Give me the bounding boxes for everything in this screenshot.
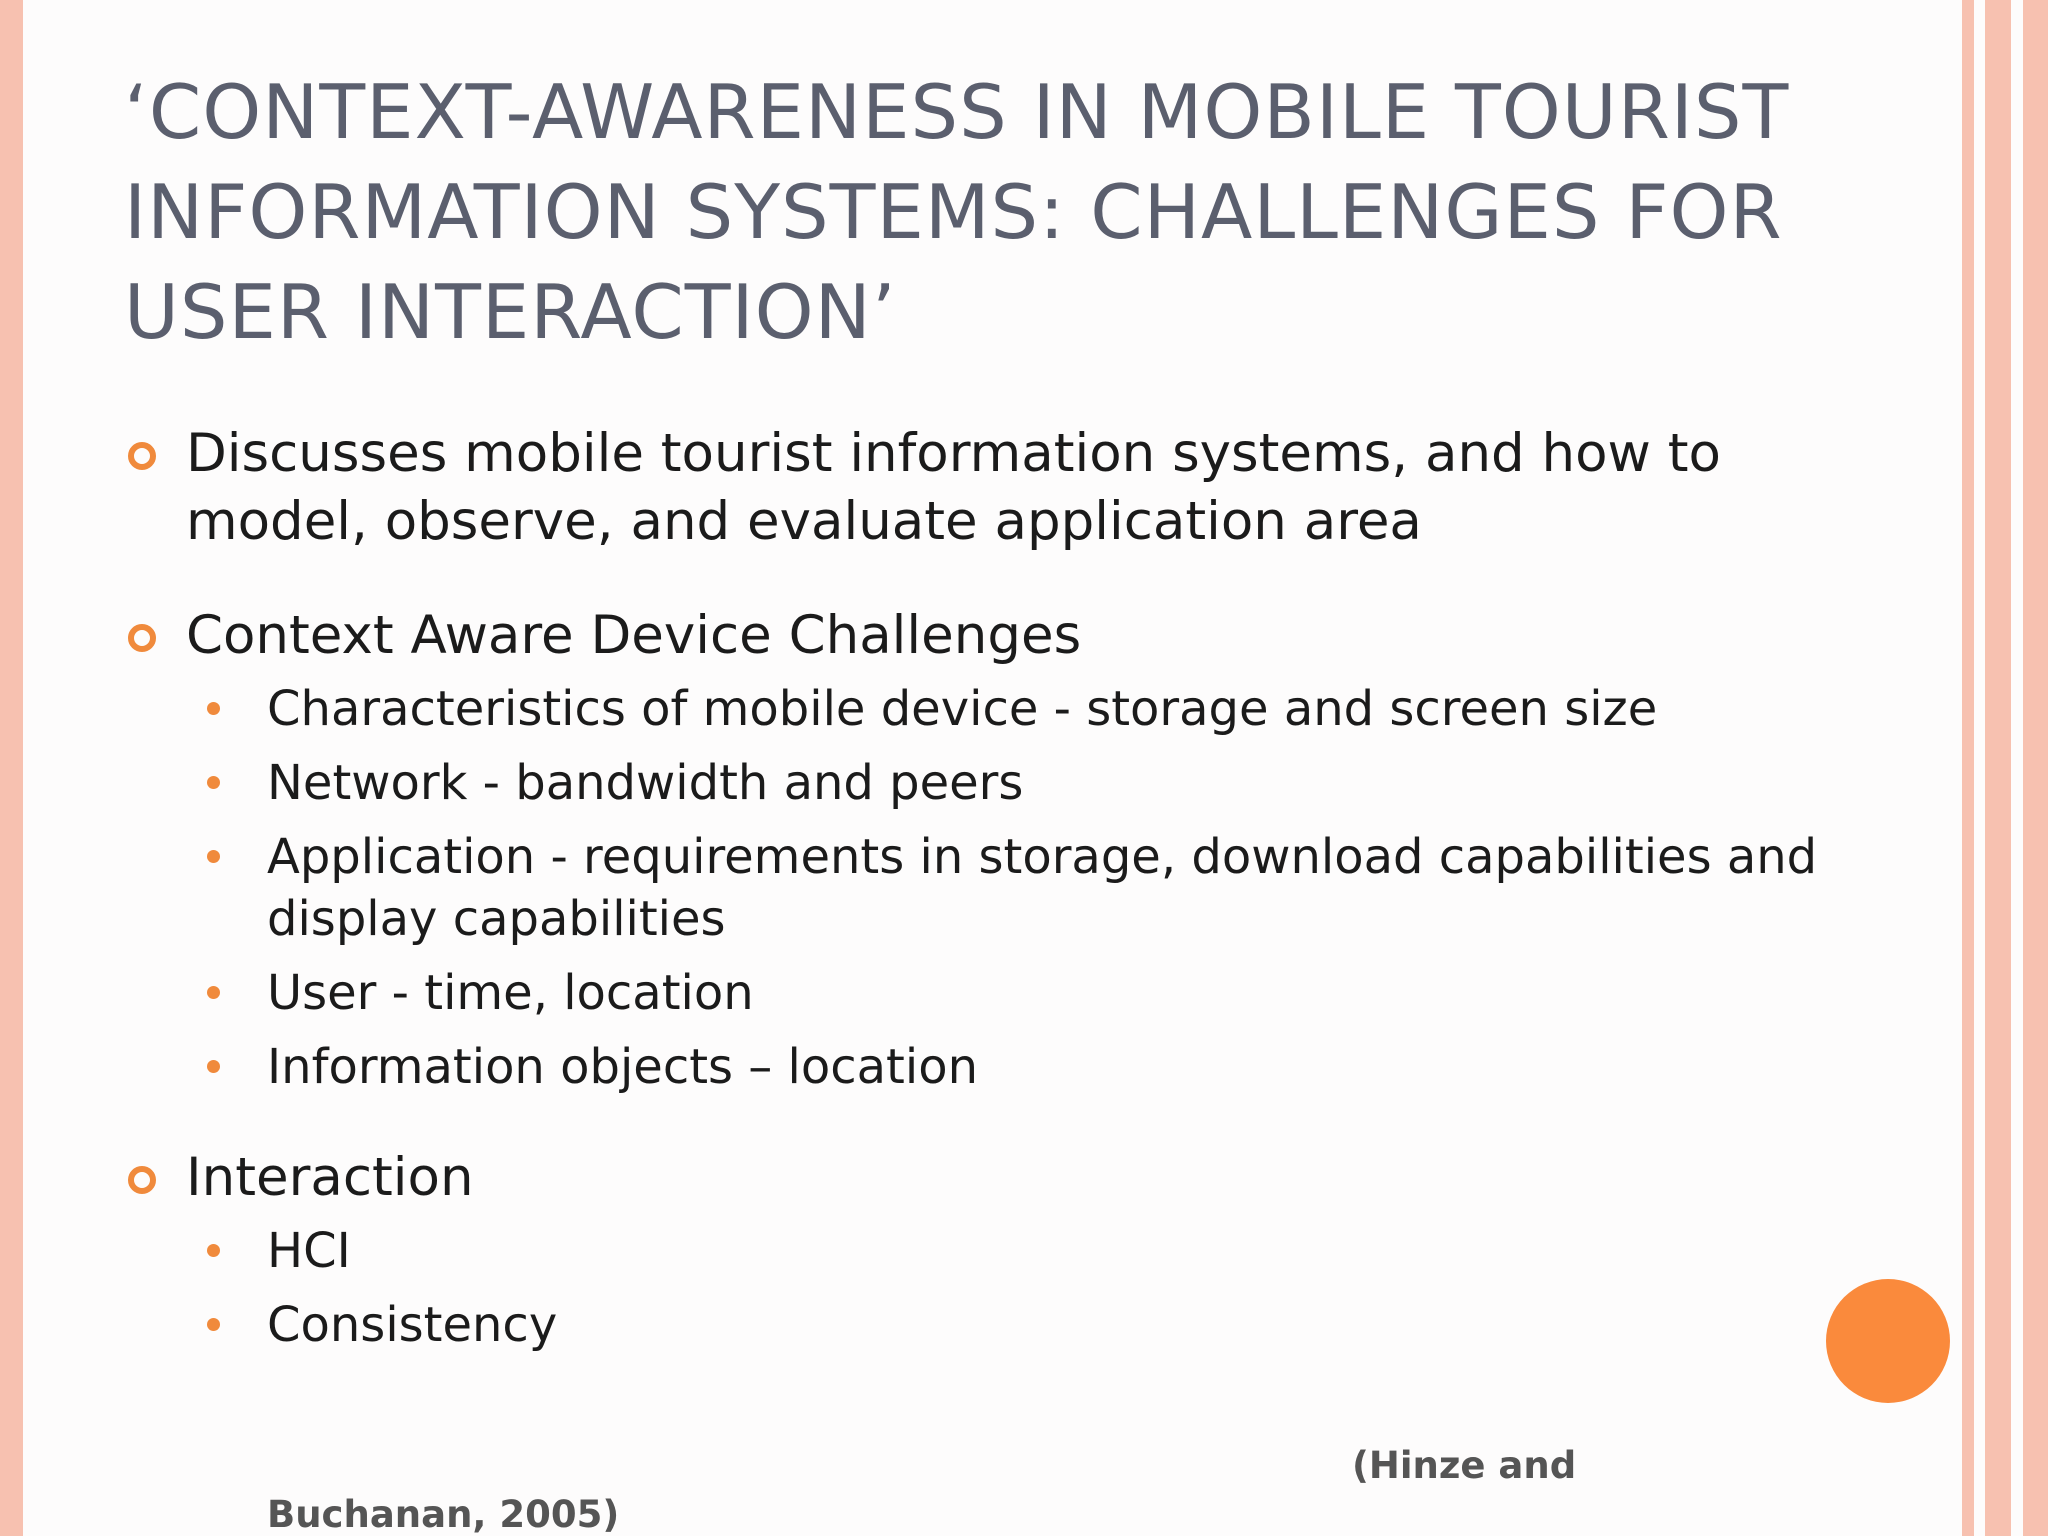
citation-line-2: Buchanan, 2005) — [267, 1493, 620, 1536]
dot-bullet-icon — [207, 776, 220, 789]
right-decorative-stripe — [2023, 0, 2048, 1536]
sub-bullet-item — [124, 1294, 1844, 1356]
bullet-item — [124, 1144, 1844, 1212]
sub-bullet-text: User - time, location — [267, 965, 754, 1021]
sub-bullet-item — [124, 1036, 1844, 1098]
sub-bullet-text: Application - requirements in storage, download capabilities and display capabilities — [267, 829, 1818, 947]
dot-bullet-icon — [207, 1060, 220, 1073]
right-decorative-stripe — [1962, 0, 1974, 1536]
sub-bullet-text: Consistency — [267, 1297, 558, 1353]
dot-bullet-icon — [207, 1244, 220, 1257]
decorative-circle — [1826, 1279, 1950, 1403]
bullet-item — [124, 420, 1844, 556]
right-decorative-stripe — [1985, 0, 2011, 1536]
sub-bullet-text: Information objects – location — [267, 1039, 978, 1095]
dot-bullet-icon — [207, 702, 220, 715]
bullet-item — [124, 602, 1844, 670]
left-decorative-stripe — [0, 0, 23, 1536]
slide-title: ‘CONTEXT-AWARENESS IN MOBILE TOURIST INFORMATION SYSTEMS: CHALLENGES FOR USER INTERACTION’ — [124, 68, 1790, 356]
sub-bullet-item — [124, 826, 1844, 950]
bullet-text: Context Aware Device Challenges — [186, 605, 1082, 666]
sub-bullet-text: Network - bandwidth and peers — [267, 755, 1024, 811]
sub-bullet-item — [124, 678, 1844, 740]
citation-line-1: (Hinze and — [1352, 1444, 1577, 1487]
sub-bullet-item — [124, 1220, 1844, 1282]
bullet-text: Discusses mobile tourist information systems, and how to model, observe, and evaluate application area — [186, 423, 1721, 552]
ring-bullet-icon — [128, 442, 156, 470]
sub-bullet-item — [124, 962, 1844, 1024]
dot-bullet-icon — [207, 1318, 220, 1331]
sub-bullet-text: Characteristics of mobile device - storage and screen size — [267, 681, 1658, 737]
bullet-list — [124, 420, 1844, 1356]
sub-bullet-item — [124, 752, 1844, 814]
sub-bullet-text: HCI — [267, 1223, 351, 1279]
dot-bullet-icon — [207, 986, 220, 999]
dot-bullet-icon — [207, 850, 220, 863]
ring-bullet-icon — [128, 1166, 156, 1194]
ring-bullet-icon — [128, 624, 156, 652]
bullet-text: Interaction — [186, 1147, 474, 1208]
